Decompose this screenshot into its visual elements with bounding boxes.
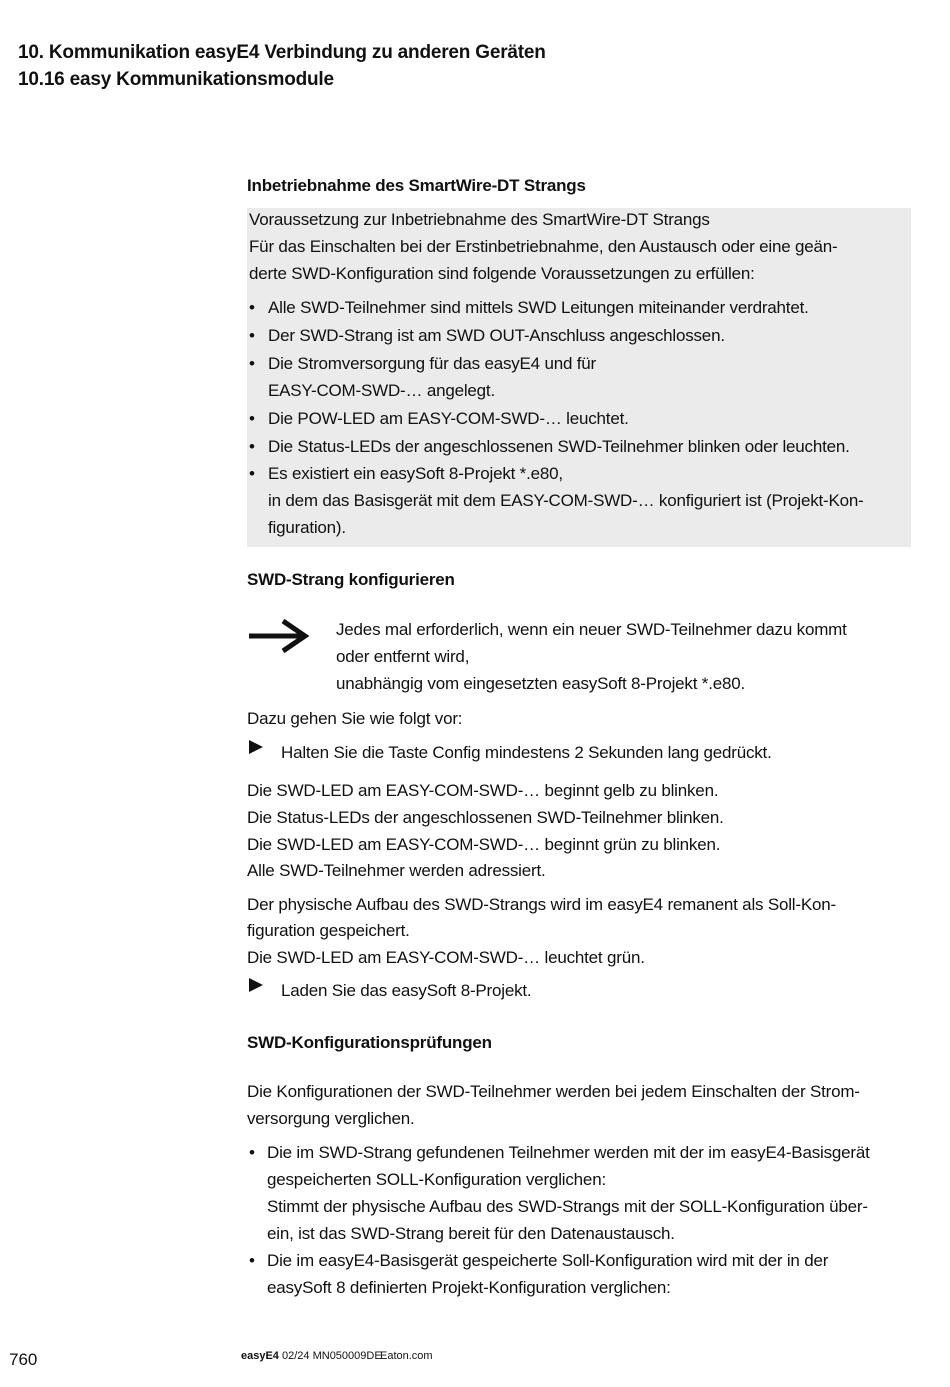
- bullet-dot: •: [249, 1251, 255, 1270]
- section-title-konfigurieren: SWD-Strang konfigurieren: [247, 570, 455, 589]
- note-line: oder entfernt wird,: [336, 647, 470, 666]
- list-item: Die POW-LED am EASY-COM-SWD-… leuchtet.: [268, 409, 629, 428]
- section-title-inbetriebnahme: Inbetriebnahme des SmartWire-DT Strangs: [247, 176, 586, 195]
- step-triangle-icon: [249, 978, 263, 992]
- box-line: Für das Einschalten bei der Erstinbetriebnahme, den Austausch oder eine geän-: [249, 237, 838, 256]
- paragraph-line: versorgung verglichen.: [247, 1109, 415, 1128]
- procedure-intro: Dazu gehen Sie wie folgt vor:: [247, 709, 463, 728]
- bullet-dot: •: [249, 326, 255, 345]
- bullet-dot: •: [249, 437, 255, 456]
- step-instruction: Laden Sie das easySoft 8-Projekt.: [281, 981, 532, 1000]
- list-item-cont: easySoft 8 definierten Projekt-Konfiguration verglichen:: [267, 1278, 671, 1297]
- note-line: unabhängig vom eingesetzten easySoft 8-Projekt *.e80.: [336, 674, 746, 693]
- note-line: Jedes mal erforderlich, wenn ein neuer SWD-Teilnehmer dazu kommt: [336, 620, 847, 639]
- list-item-cont: EASY-COM-SWD-… angelegt.: [268, 381, 495, 400]
- section-title-pruefungen: SWD-Konfigurationsprüfungen: [247, 1033, 492, 1052]
- list-item: Die im SWD-Strang gefundenen Teilnehmer werden mit der im easyE4-Basisgerät: [267, 1143, 870, 1162]
- bullet-dot: •: [249, 1143, 255, 1162]
- list-item: Es existiert ein easySoft 8-Projekt *.e80,: [268, 464, 563, 483]
- result-line: Die SWD-LED am EASY-COM-SWD-… beginnt grün zu blinken.: [247, 835, 721, 854]
- result-line: Die SWD-LED am EASY-COM-SWD-… beginnt gelb zu blinken.: [247, 781, 719, 800]
- box-line: Voraussetzung zur Inbetriebnahme des SmartWire-DT Strangs: [249, 210, 710, 229]
- list-item-cont: gespeicherten SOLL-Konfiguration verglichen:: [267, 1170, 606, 1189]
- box-line: derte SWD-Konfiguration sind folgende Voraussetzungen zu erfüllen:: [249, 264, 755, 283]
- bullet-dot: •: [249, 409, 255, 428]
- list-item: Der SWD-Strang ist am SWD OUT-Anschluss angeschlossen.: [268, 326, 725, 345]
- list-item: Die Status-LEDs der angeschlossenen SWD-Teilnehmer blinken oder leuchten.: [268, 437, 850, 456]
- chapter-heading: 10. Kommunikation easyE4 Verbindung zu anderen Geräten: [18, 42, 546, 63]
- footer-doc-info: 02/24 MN050009DE: [282, 1350, 382, 1362]
- list-item: Die Stromversorgung für das easyE4 und für: [268, 354, 596, 373]
- list-item: Alle SWD-Teilnehmer sind mittels SWD Leitungen miteinander verdrahtet.: [268, 298, 809, 317]
- list-item: Die im easyE4-Basisgerät gespeicherte Soll-Konfiguration wird mit der in der: [267, 1251, 829, 1270]
- paragraph-line: Die SWD-LED am EASY-COM-SWD-… leuchtet grün.: [247, 948, 645, 967]
- paragraph-line: Die Konfigurationen der SWD-Teilnehmer werden bei jedem Einschalten der Strom-: [247, 1082, 860, 1101]
- list-item-cont: Stimmt der physische Aufbau des SWD-Strangs mit der SOLL-Konfiguration über-: [267, 1197, 868, 1216]
- step-instruction: Halten Sie die Taste Config mindestens 2 Sekunden lang gedrückt.: [281, 743, 772, 762]
- section-heading: 10.16 easy Kommunikationsmodule: [18, 69, 334, 90]
- bullet-dot: •: [249, 354, 255, 373]
- result-line: Die Status-LEDs der angeschlossenen SWD-Teilnehmer blinken.: [247, 808, 724, 827]
- paragraph-line: figuration gespeichert.: [247, 921, 410, 940]
- bullet-dot: •: [249, 464, 255, 483]
- bullet-dot: •: [249, 298, 255, 317]
- note-arrow-icon: [247, 618, 311, 658]
- paragraph-line: Der physische Aufbau des SWD-Strangs wird im easyE4 remanent als Soll-Kon-: [247, 895, 836, 914]
- list-item-cont: figuration).: [268, 518, 346, 537]
- result-line: Alle SWD-Teilnehmer werden adressiert.: [247, 861, 546, 880]
- page-number: 760: [9, 1350, 38, 1369]
- step-triangle-icon: [249, 740, 263, 754]
- footer-site: Eaton.com: [380, 1350, 433, 1362]
- footer-product: easyE4: [241, 1350, 279, 1362]
- list-item-cont: in dem das Basisgerät mit dem EASY-COM-SWD-… konfiguriert ist (Projekt-Kon-: [268, 491, 864, 510]
- list-item-cont: ein, ist das SWD-Strang bereit für den Datenaustausch.: [267, 1224, 675, 1243]
